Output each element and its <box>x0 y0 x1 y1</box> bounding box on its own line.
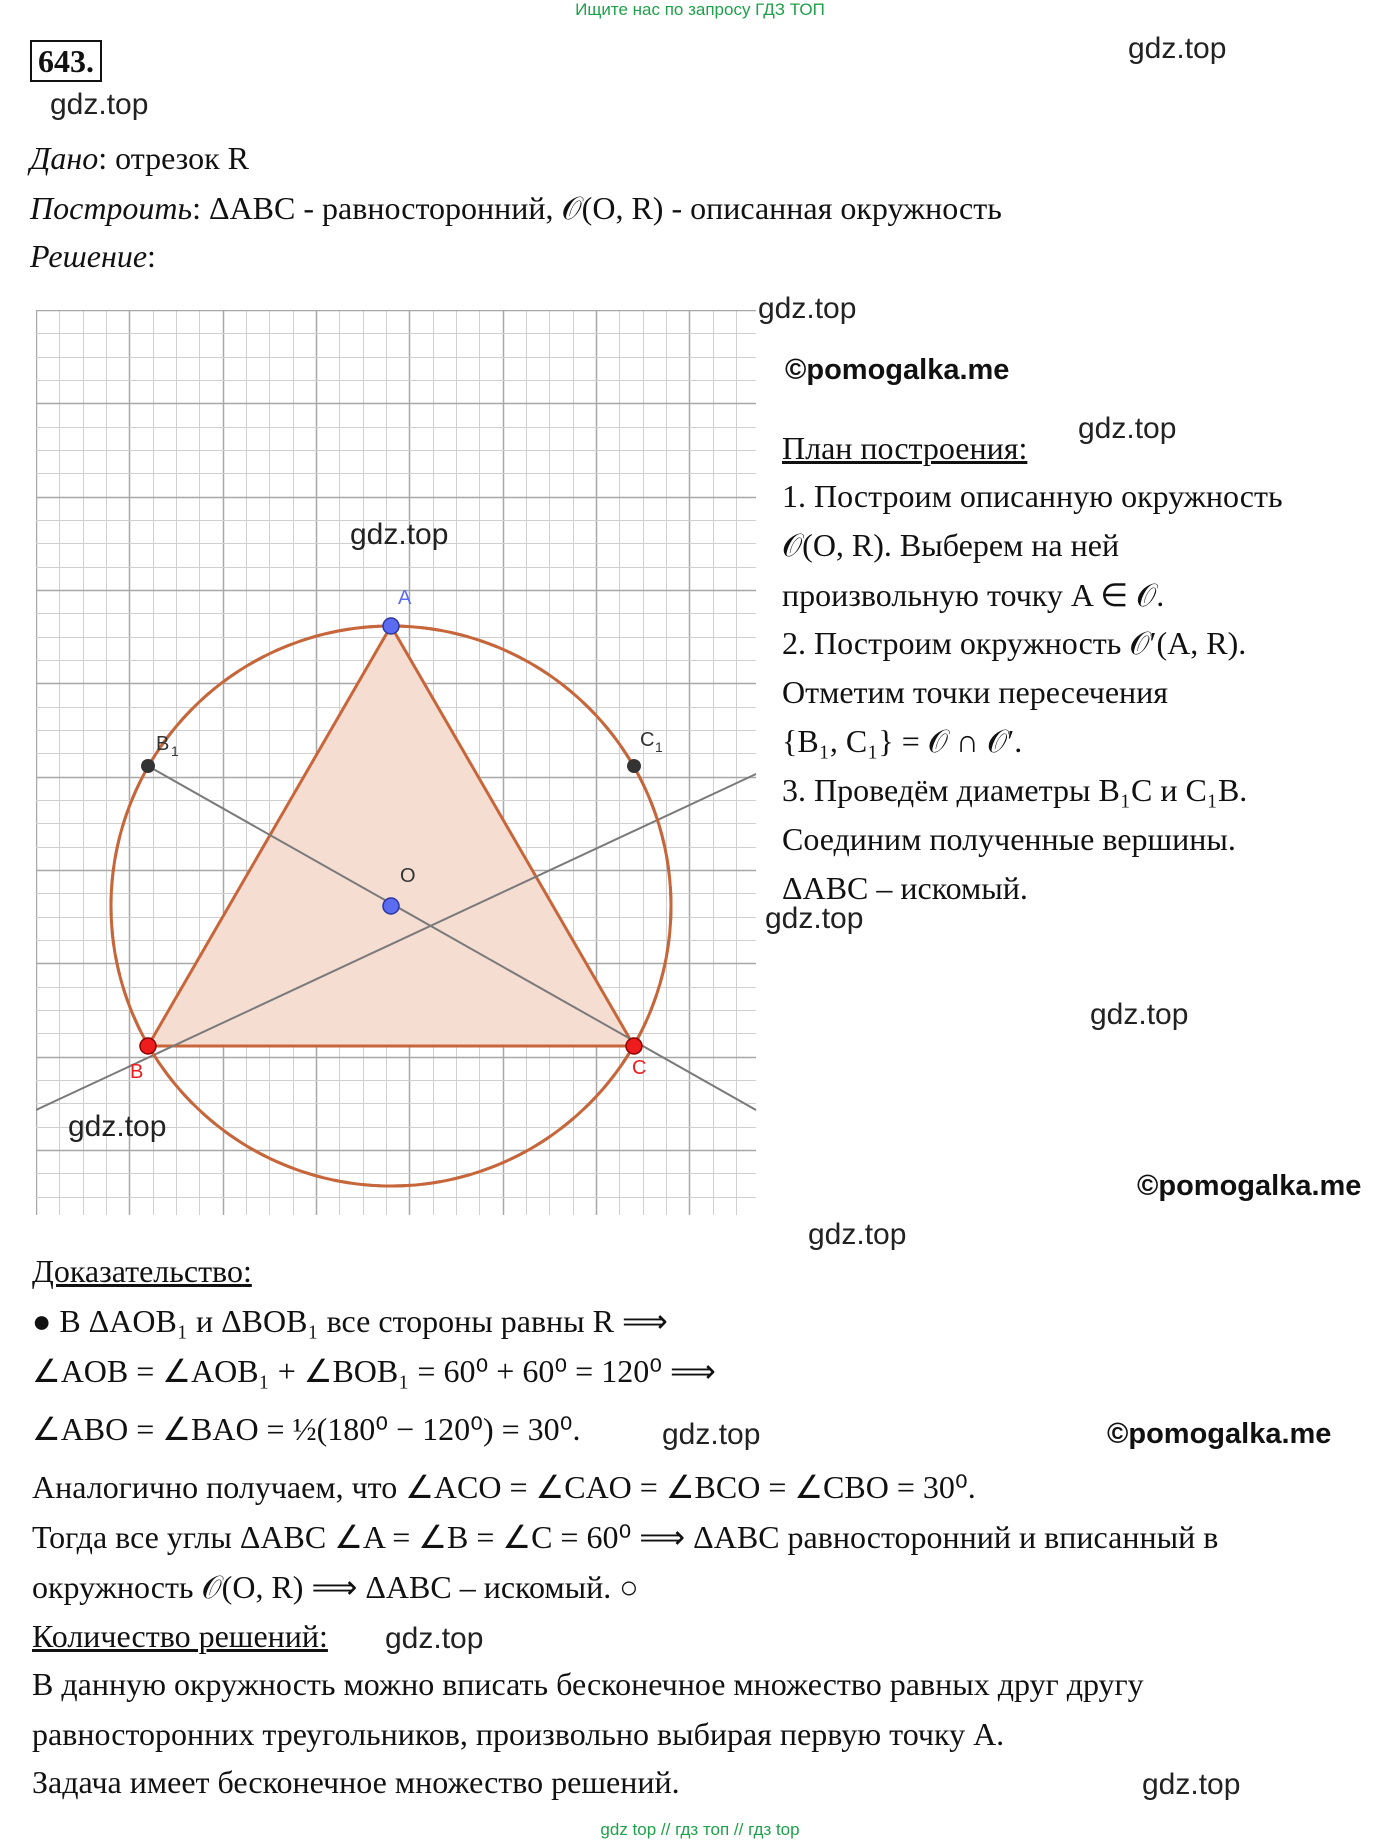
label-o: O <box>400 865 416 887</box>
plan-line: 𝒪(O, R). Выберем на ней <box>782 527 1120 563</box>
watermark: gdz.top <box>1128 32 1227 65</box>
proof-line: Тогда все углы ΔABC ∠A = ∠B = ∠C = 60⁰ ⟹ ΔABC равносторонний и вписанный в <box>32 1519 1219 1555</box>
watermark: gdz.top <box>1078 412 1177 445</box>
point-o <box>383 898 399 914</box>
plan-title: План построения: <box>782 430 1028 466</box>
label-b: B <box>130 1061 144 1083</box>
watermark: gdz.top <box>1142 1768 1241 1801</box>
point-a <box>383 618 399 634</box>
copyright: ©pomogalka.me <box>1107 1418 1332 1450</box>
proof-line: ∠ABO = ∠BAO = ½(180⁰ − 120⁰) = 30⁰. <box>32 1411 581 1447</box>
plan-line: {B₁, C₁} = 𝒪 ∩ 𝒪′. <box>782 723 1023 759</box>
plan-line: 3. Проведём диаметры B₁C и C₁B. <box>782 772 1248 808</box>
plan-line: 1. Построим описанную окружность <box>782 478 1283 514</box>
triangle-abc <box>148 626 634 1046</box>
problem-number: 643. <box>30 40 102 82</box>
count-line: В данную окружность можно вписать бесконечное множество равных друг другу <box>32 1666 1144 1702</box>
point-b <box>140 1038 156 1054</box>
point-b1 <box>141 759 155 773</box>
solution-text: : <box>147 238 156 274</box>
watermark: gdz.top <box>350 518 449 551</box>
copyright: ©pomogalka.me <box>785 354 1010 386</box>
watermark: gdz.top <box>1090 998 1189 1031</box>
count-line: Задача имеет бесконечное множество решений. <box>32 1764 680 1800</box>
label-c1-sub: 1 <box>655 739 663 755</box>
watermark: gdz.top <box>808 1218 907 1251</box>
watermark: gdz.top <box>662 1418 761 1451</box>
construction-figure <box>36 310 761 1230</box>
given-label: Дано <box>30 140 99 176</box>
watermark: gdz.top <box>758 292 857 325</box>
plan-line: ΔABC – искомый. <box>782 870 1028 906</box>
label-a: A <box>398 587 412 609</box>
plan-line: произвольную точку A ∈ 𝒪. <box>782 577 1165 613</box>
label-b1: B <box>156 733 170 755</box>
given-text: : отрезок R <box>98 140 250 176</box>
label-c: C <box>632 1057 647 1079</box>
construct-text: : ΔABC - равносторонний, 𝒪(O, R) - описанная окружность <box>192 190 1002 226</box>
proof-line: окружность 𝒪(O, R) ⟹ ΔABC – искомый. ○ <box>32 1569 639 1605</box>
plan-line: Отметим точки пересечения <box>782 674 1168 710</box>
count-title: Количество решений: <box>32 1618 328 1654</box>
solution-label: Решение <box>30 238 148 274</box>
proof-title: Доказательство: <box>32 1253 252 1289</box>
watermark: gdz.top <box>50 88 149 121</box>
point-c <box>626 1038 642 1054</box>
top-banner: Ищите нас по запросу ГДЗ ТОП <box>575 0 825 19</box>
plan-line: 2. Построим окружность 𝒪′(A, R). <box>782 625 1247 661</box>
construct-line <box>30 190 1002 228</box>
given-line <box>30 140 249 177</box>
proof-line: ∠AOB = ∠AOB₁ + ∠BOB₁ = 60⁰ + 60⁰ = 120⁰ ⟹ <box>32 1353 716 1389</box>
solution-line <box>30 238 156 275</box>
label-b1-sub: 1 <box>171 743 179 759</box>
label-c1: C <box>640 729 655 751</box>
proof-line: Аналогично получаем, что ∠ACO = ∠CAO = ∠BCO = ∠CBO = 30⁰. <box>32 1469 976 1505</box>
watermark: gdz.top <box>68 1110 167 1143</box>
proof-line: ● В ΔAOB₁ и ΔBOB₁ все стороны равны R ⟹ <box>32 1303 668 1339</box>
construct-label: Построить <box>30 190 193 226</box>
watermark: gdz.top <box>385 1622 484 1655</box>
bottom-banner: gdz top // гдз топ // гдз top <box>600 1820 800 1839</box>
count-line: равносторонних треугольников, произвольно выбирая первую точку A. <box>32 1716 1005 1752</box>
point-c1 <box>627 759 641 773</box>
plan-line: Соединим полученные вершины. <box>782 821 1236 857</box>
copyright: ©pomogalka.me <box>1137 1170 1362 1202</box>
watermark: gdz.top <box>765 902 864 935</box>
